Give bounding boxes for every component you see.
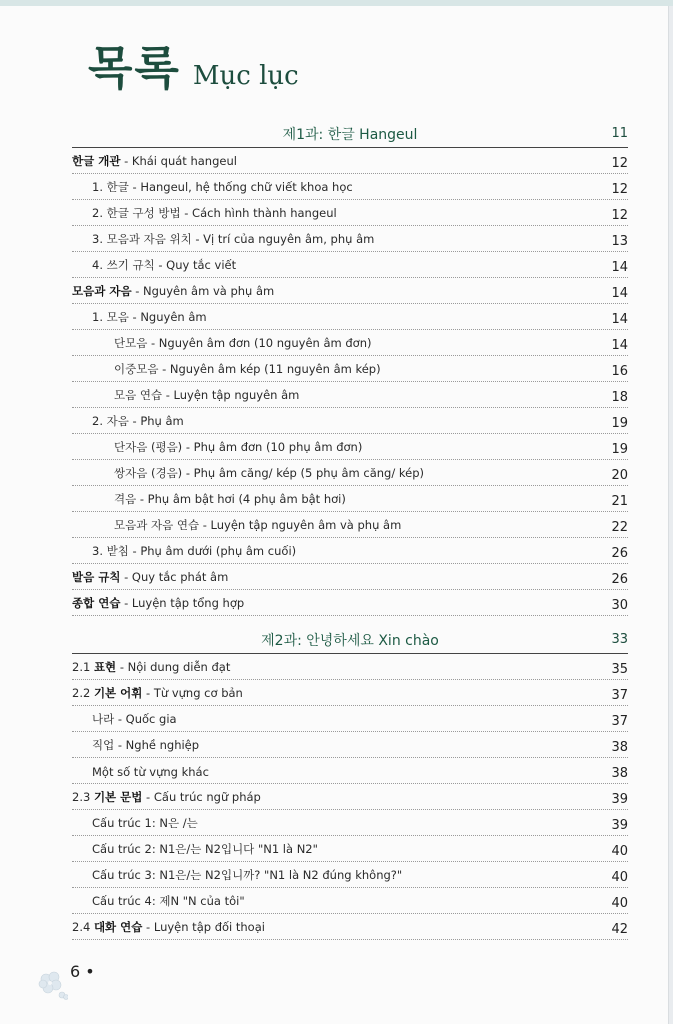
toc-entry-title xyxy=(72,595,244,615)
toc-entry-vietnamese: - Phụ âm đơn (10 phụ âm đơn) xyxy=(182,440,363,454)
toc-entry-title xyxy=(114,517,401,537)
toc-entry-title xyxy=(92,765,209,783)
toc-entry-korean: 직업 xyxy=(92,738,115,752)
toc-entry-vietnamese: - Luyện tập nguyên âm và phụ âm xyxy=(199,518,402,532)
top-edge xyxy=(0,0,673,6)
toc-entry-page: 14 xyxy=(611,260,628,275)
toc-entry-korean: 2. 한글 구성 방법 xyxy=(92,206,181,220)
toc-entry-korean: 1. 한글 xyxy=(92,180,129,194)
toc-entry-korean: 2. 자음 xyxy=(92,414,129,428)
toc-entry-korean: 쌍자음 (경음) xyxy=(114,466,183,480)
toc-entry-page: 39 xyxy=(611,792,628,807)
toc-entry-title xyxy=(114,361,381,381)
toc-entry-page: 19 xyxy=(611,416,628,431)
toc-entry-page: 12 xyxy=(611,156,628,171)
toc-entry-page: 18 xyxy=(611,390,628,405)
toc-entry-title xyxy=(92,543,296,563)
toc-entry-page: 19 xyxy=(611,442,628,457)
toc-entry[interactable] xyxy=(72,200,628,226)
toc-entry[interactable] xyxy=(72,538,628,564)
toc-entry[interactable] xyxy=(72,810,628,836)
toc-entry[interactable] xyxy=(72,304,628,330)
toc-entry-korean: 모음 연습 xyxy=(114,388,163,402)
toc-entry-title xyxy=(114,491,346,511)
toc-entry-korean: Cấu trúc 2: N1은/는 N2입니다 "N1 là N2" xyxy=(92,842,318,856)
toc-entry-korean: Cấu trúc 1: N은 /는 xyxy=(92,816,198,830)
toc-entry-title xyxy=(92,737,199,757)
toc-entry[interactable] xyxy=(72,148,628,174)
toc-entry-korean: 기본 문법 xyxy=(93,790,143,804)
toc-entry-page: 14 xyxy=(611,338,628,353)
toc-entry-title xyxy=(72,569,228,589)
toc-entry-title xyxy=(72,789,261,809)
toc-entry-korean: 모음과 자음 xyxy=(72,284,132,298)
toc-entry[interactable] xyxy=(72,590,628,616)
toc-entry-page: 30 xyxy=(611,598,628,613)
title-korean: 목록 xyxy=(88,41,181,95)
toc-entry-vietnamese: - Cách hình thành hangeul xyxy=(180,206,337,220)
toc-entry-title xyxy=(92,841,318,861)
toc-entry-korean: Cấu trúc 4: 제N "N của tôi" xyxy=(92,894,245,908)
toc-entry-page: 12 xyxy=(611,182,628,197)
toc-entry[interactable] xyxy=(72,226,628,252)
toc-entry[interactable] xyxy=(72,330,628,356)
toc-entry-page: 20 xyxy=(611,468,628,483)
toc-entry-page: 16 xyxy=(611,364,628,379)
toc-entry-korean: Cấu trúc 3: N1은/는 N2입니까? "N1 là N2 đúng không?" xyxy=(92,868,403,882)
toc-entry[interactable] xyxy=(72,252,628,278)
toc-entry-title xyxy=(92,205,337,225)
toc-entry-page: 40 xyxy=(611,870,628,885)
toc-entry-vietnamese: - Quốc gia xyxy=(114,712,177,726)
toc-entry-title xyxy=(72,283,274,303)
toc-entry-korean: 단모음 xyxy=(114,336,148,350)
toc-entry-page: 21 xyxy=(611,494,628,509)
toc-entry-vietnamese: - Nguyên âm kép (11 nguyên âm kép) xyxy=(158,362,381,376)
toc-entry-vietnamese: - Nguyên âm đơn (10 nguyên âm đơn) xyxy=(147,336,372,350)
toc-entry[interactable] xyxy=(72,278,628,304)
toc-entry-korean: 한글 개관 xyxy=(72,154,121,168)
toc-entry[interactable] xyxy=(72,564,628,590)
toc-entry-korean: 이중모음 xyxy=(114,362,159,376)
toc-entry-number: 2.4 xyxy=(72,920,94,934)
lesson-2-page: 33 xyxy=(611,632,628,647)
toc-entry[interactable] xyxy=(72,914,628,940)
toc-entry-vietnamese: - Quy tắc viết xyxy=(154,258,237,272)
toc-entry-title xyxy=(92,413,184,433)
toc-entry-title xyxy=(114,465,424,485)
toc-entry-title xyxy=(92,711,177,731)
toc-entry-korean: Một số từ vựng khác xyxy=(92,765,209,779)
toc-entry-vietnamese: - Luyện tập nguyên âm xyxy=(162,388,300,402)
toc-entry-vietnamese: - Phụ âm bật hơi (4 phụ âm bật hơi) xyxy=(136,492,346,506)
toc-entry-vietnamese: - Luyện tập tổng hợp xyxy=(120,596,245,610)
toc-entry-vietnamese: - Phụ âm xyxy=(128,414,184,428)
toc-entry[interactable] xyxy=(72,512,628,538)
lesson-2-heading[interactable] xyxy=(72,626,628,654)
toc-entry-korean: 종합 연습 xyxy=(72,596,121,610)
toc-entry-page: 26 xyxy=(611,546,628,561)
toc-entry[interactable] xyxy=(72,862,628,888)
toc-entry-vietnamese: - Nội dung diễn đạt xyxy=(116,660,231,674)
toc-entry-vietnamese: - Hangeul, hệ thống chữ viết khoa học xyxy=(128,180,353,194)
toc-entry[interactable] xyxy=(72,382,628,408)
toc-entry-title xyxy=(114,387,299,407)
toc-entry[interactable] xyxy=(72,888,628,914)
toc-entry-page: 39 xyxy=(611,818,628,833)
toc-entry[interactable] xyxy=(72,654,628,680)
toc-entry-vietnamese: - Vị trí của nguyên âm, phụ âm xyxy=(191,232,375,246)
toc-entry-vietnamese: - Khái quát hangeul xyxy=(120,154,237,168)
lesson-1-heading[interactable] xyxy=(72,120,628,148)
toc-entry[interactable] xyxy=(72,434,628,460)
toc-entry-title xyxy=(114,439,362,459)
toc-entry-korean: 격음 xyxy=(114,492,137,506)
toc-entry[interactable] xyxy=(72,784,628,810)
toc-entry-title xyxy=(92,867,402,887)
toc-entry-page: 14 xyxy=(611,286,628,301)
toc-lesson-1 xyxy=(72,120,628,616)
toc-entry-vietnamese: - Nghề nghiệp xyxy=(114,738,200,752)
lesson-1-page: 11 xyxy=(611,126,628,141)
toc-entry-title xyxy=(72,153,237,173)
toc-entry-page: 22 xyxy=(611,520,628,535)
toc-entry-vietnamese: - Cấu trúc ngữ pháp xyxy=(142,790,261,804)
toc-entry-korean: 4. 쓰기 규칙 xyxy=(92,258,155,272)
toc-entry-title xyxy=(72,659,230,679)
page-number: 6 • xyxy=(70,962,95,981)
toc-entry-page: 13 xyxy=(611,234,628,249)
toc-entry-number: 2.3 xyxy=(72,790,94,804)
toc-entry-page: 26 xyxy=(611,572,628,587)
lesson-2-title: 제2과: 안녕하세요 Xin chào xyxy=(261,632,439,649)
toc-entry[interactable] xyxy=(72,706,628,732)
toc-entry-title xyxy=(72,685,243,705)
toc-entry-page: 38 xyxy=(611,740,628,755)
toc-entry-title xyxy=(92,893,245,913)
toc-entry-korean: 발음 규칙 xyxy=(72,570,121,584)
toc-entry-page: 37 xyxy=(611,714,628,729)
lesson-1-title: 제1과: 한글 Hangeul xyxy=(282,126,418,143)
toc-entry-title xyxy=(92,309,207,329)
toc-entry-korean: 3. 모음과 자음 위치 xyxy=(92,232,192,246)
toc-entry-page: 40 xyxy=(611,896,628,911)
toc-entry-vietnamese: - Phụ âm dưới (phụ âm cuối) xyxy=(128,544,297,558)
toc-entry-number: 2.1 xyxy=(72,660,94,674)
toc-entry-page: 35 xyxy=(611,662,628,677)
toc-lesson-2 xyxy=(72,626,628,940)
toc-entry-korean: 나라 xyxy=(92,712,115,726)
toc-entry-korean: 대화 연습 xyxy=(93,920,143,934)
toc-entry[interactable] xyxy=(72,356,628,382)
toc-entry-title xyxy=(92,815,198,835)
toc-entry-korean: 1. 모음 xyxy=(92,310,129,324)
title-vietnamese: Mục lục xyxy=(192,61,299,91)
toc-entry-title xyxy=(114,335,371,355)
toc-entry-korean: 모음과 자음 연습 xyxy=(114,518,200,532)
toc-entry-korean: 표현 xyxy=(93,660,117,674)
page-title xyxy=(88,32,299,102)
toc-entry-vietnamese: - Nguyên âm và phụ âm xyxy=(131,284,275,298)
toc-entry[interactable] xyxy=(72,174,628,200)
toc-entry[interactable] xyxy=(72,758,628,784)
toc-entry-title xyxy=(92,257,236,277)
toc-entry-page: 42 xyxy=(611,922,628,937)
toc-entry-vietnamese: - Luyện tập đối thoại xyxy=(142,920,265,934)
toc-entry-vietnamese: - Từ vựng cơ bản xyxy=(142,686,243,700)
toc-entry-korean: 단자음 (평음) xyxy=(114,440,183,454)
toc-entry-vietnamese: - Nguyên âm xyxy=(128,310,207,324)
toc-entry-title xyxy=(92,179,353,199)
toc-entry[interactable] xyxy=(72,680,628,706)
toc-entry-number: 2.2 xyxy=(72,686,94,700)
toc-entry[interactable] xyxy=(72,732,628,758)
toc-entry-page: 12 xyxy=(611,208,628,223)
toc-entry-vietnamese: - Phụ âm căng/ kép (5 phụ âm căng/ kép) xyxy=(182,466,424,480)
toc-entry[interactable] xyxy=(72,460,628,486)
toc-entry[interactable] xyxy=(72,836,628,862)
toc-entry-page: 40 xyxy=(611,844,628,859)
toc-entry-page: 37 xyxy=(611,688,628,703)
toc-entry[interactable] xyxy=(72,408,628,434)
toc-entry-title xyxy=(92,231,374,251)
flower-ornament-icon xyxy=(36,965,68,1005)
toc-entry-page: 14 xyxy=(611,312,628,327)
toc-entry-page: 38 xyxy=(611,766,628,781)
toc-entry-vietnamese: - Quy tắc phát âm xyxy=(120,570,229,584)
toc-entry-korean: 3. 받침 xyxy=(92,544,129,558)
toc-entry[interactable] xyxy=(72,486,628,512)
toc-entry-title xyxy=(72,919,265,939)
toc-entry-korean: 기본 어휘 xyxy=(93,686,143,700)
